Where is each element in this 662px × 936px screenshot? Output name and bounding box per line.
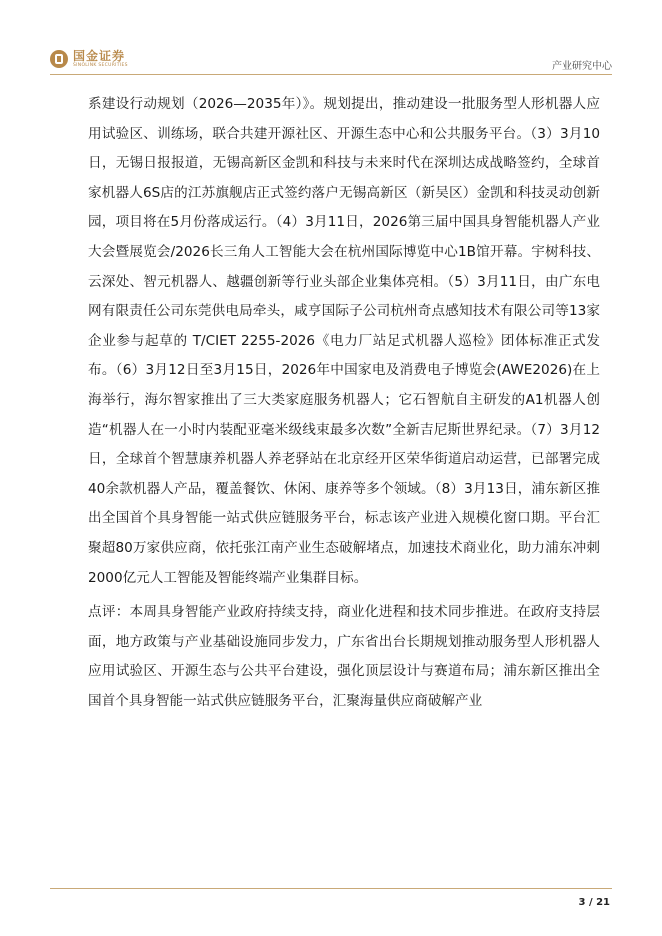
logo-en: SINOLINK SECURITIES — [73, 63, 128, 68]
research-center-label: 产业研究中心 — [552, 61, 612, 72]
comment-paragraph: 点评：本周具身智能产业政府持续支持，商业化进程和技术同步推进。在政府支持层面，地方政策与产业基础设施同步发力，广东省出台长期规划推动服务型人形机器人应用试验区、开源生态与公共平台建设，强化顶层设计与赛道布局；浦东新区推出全国首个具身智能一站式供应链服务平台，汇聚海量供应商破解产业 — [88, 604, 600, 709]
logo-text — [73, 50, 128, 69]
document-body — [88, 90, 600, 716]
page-number: 3 / 21 — [578, 897, 610, 908]
footer-divider — [50, 888, 612, 889]
logo-cn: 国金证券 — [73, 49, 126, 63]
page-header — [0, 0, 662, 76]
header-divider — [50, 74, 612, 75]
main-paragraph: 系建设行动规划（2026—2035年）》。规划提出，推动建设一批服务型人形机器人应用试验区、训练场，联合共建开源社区、开源生态中心和公共服务平台。（3）3月10日，无锡日报报道，无锡高新区金凯和科技与未来时代在深圳达成战略签约，全球首家机器人6S店的江苏旗舰店正式签约落户无锡高新区（新吴区）金凯和科技灵动创新园，项目将在5月份落成运行。（4）3月11日，2026第三届中国具身智能机器人产业大会暨展览会/2026长三角人工智能大会在杭州国际博览中心1B馆开幕。宇树科技、云深处、智元机器人、越疆创新等行业头部企业集体亮相。（5）3月11日，由广东电网有限责任公司东莞供电局牵头，咸亨国际子公司杭州奇点感知技术有限公司等13家企业参与起草的 T/CIET 2255-2026《电力厂站足式机器人巡检》团体标准正式发布。（6）3月12日至3月15日，2026年中国家电及消费电子博览会(AWE2026)在上海举行，海尔智家推出了三大类家庭服务机器人；它石智航自主研发的A1机器人创造“机器人在一小时内装配亚毫米级线束最多次数”全新吉尼斯世界纪录。（7）3月12日，全球首个智慧康养机器人养老驿站在北京经开区荣华街道启动运营，已部署完成40余款机器人产品，覆盖餐饮、休闲、康养等多个领域。（8）3月13日，浦东新区推出全国首个具身智能一站式供应链服务平台，标志该产业进入规模化窗口期。平台汇聚超80万家供应商，依托张江南产业生态破解堵点，加速技术商业化，助力浦东冲刺2000亿元人工智能及智能终端产业集群目标。 — [88, 96, 600, 586]
company-logo — [50, 50, 128, 69]
logo-icon — [50, 50, 68, 68]
